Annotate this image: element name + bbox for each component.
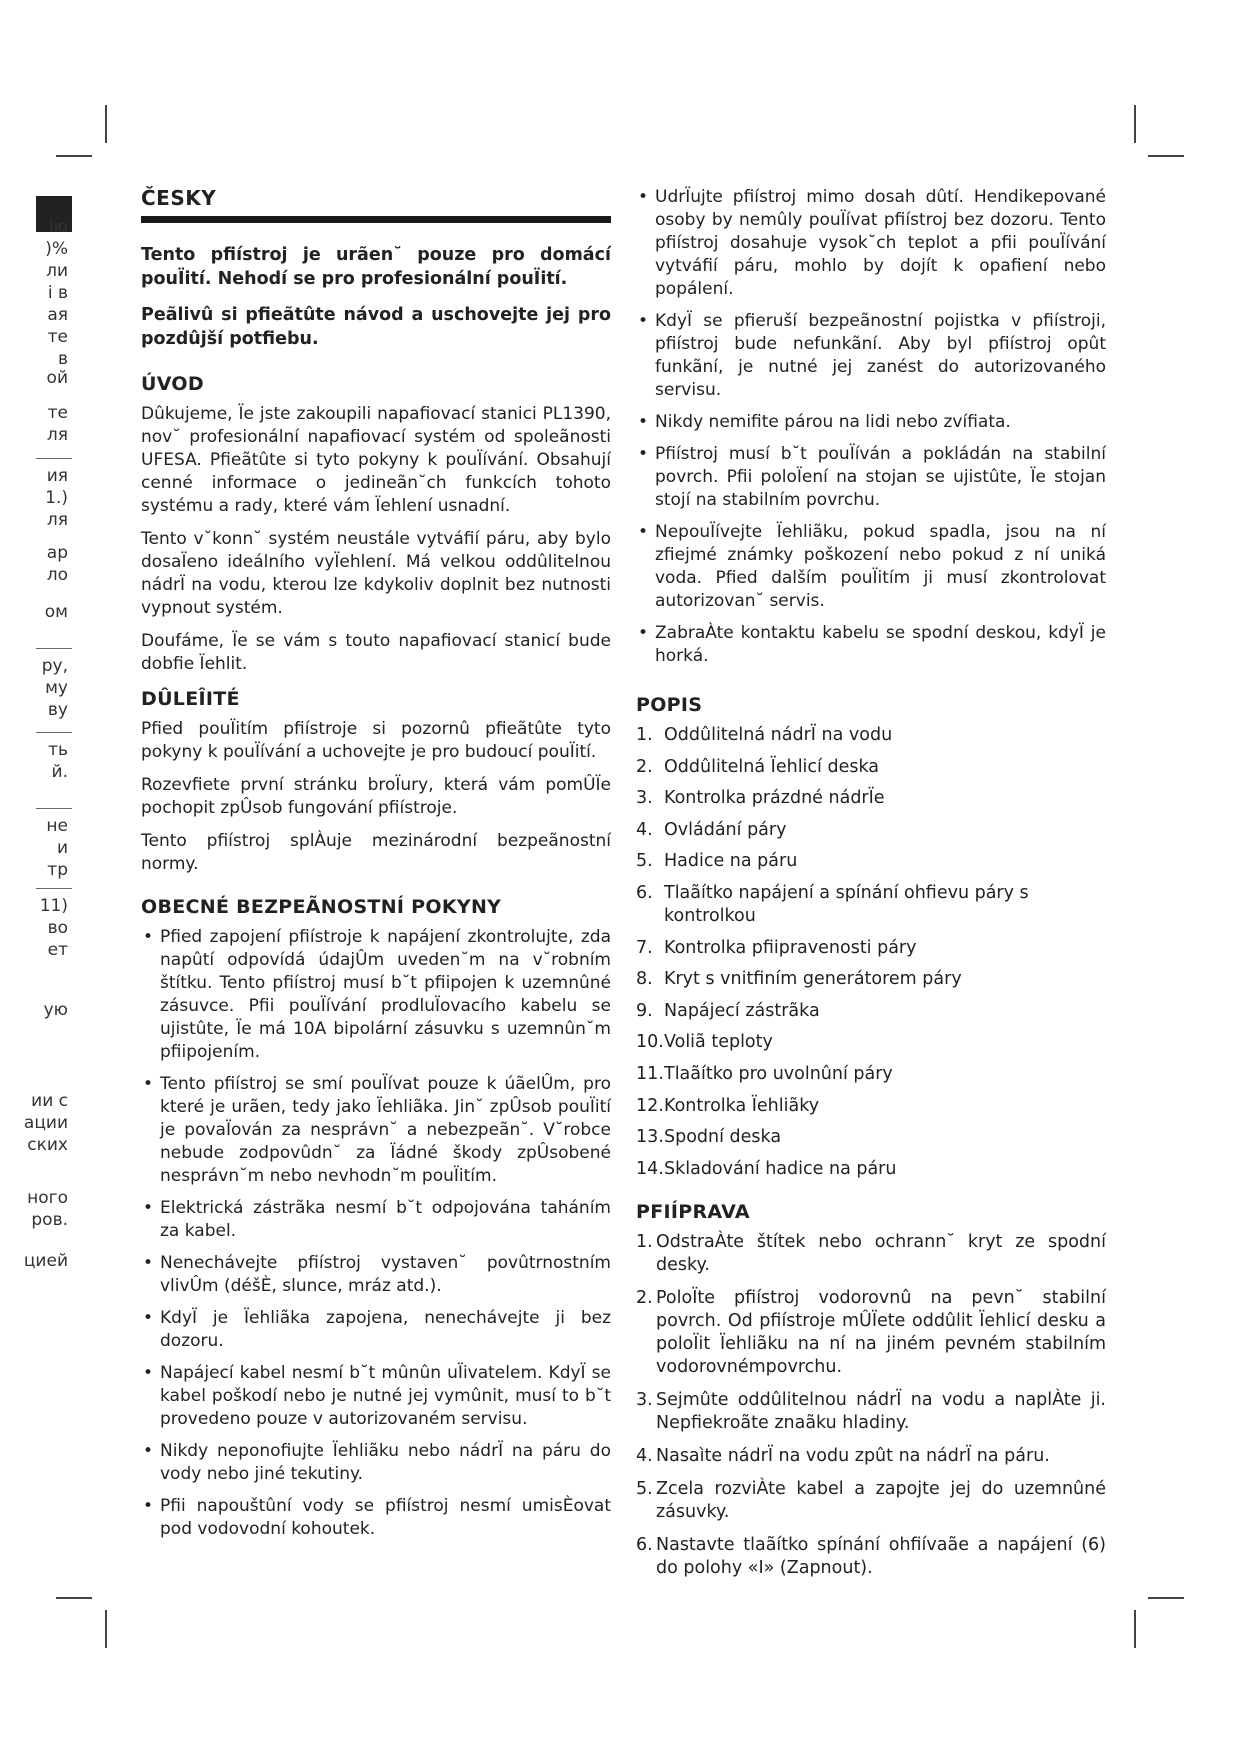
- bleed-text-line: ия: [46, 466, 68, 486]
- list-item: [636, 819, 1106, 842]
- list-item: • ZabraÀte kontaktu kabelu se spodní deskou, kdyÏ je horká.: [636, 622, 1106, 668]
- list-item: • KdyÏ je Ïehliãka zapojena, nenechávejte ji bez dozoru.: [141, 1307, 611, 1353]
- bleed-text-line: в: [57, 349, 68, 369]
- item-text: Nastavte tlaãítko spínání ohfiívaãe a napájení (6) do polohy «I» (Zapnout).: [656, 1534, 1106, 1578]
- bleed-text-line: ного: [27, 1188, 68, 1208]
- item-number: 1.: [636, 1231, 653, 1252]
- safety-list: [141, 926, 611, 1541]
- bleed-text-line: тр: [47, 860, 68, 880]
- bleed-text-group: [36, 888, 72, 960]
- list-item: [636, 1478, 1106, 1524]
- section-heading-priprava: PFIÍPRAVA: [636, 1200, 750, 1223]
- section-heading-popis: POPIS: [636, 694, 703, 716]
- list-item: [636, 724, 1106, 747]
- parts-list: [636, 724, 1106, 1181]
- intro-warning: Tento pfiístroj je urãen˘ pouze pro domácí pouÏití. Nehodí se pro profesionální pouÏití.: [141, 245, 611, 289]
- item-number: 7.: [636, 937, 653, 958]
- list-item: [636, 937, 1106, 960]
- item-text: Oddûlitelná nádrÏ na vodu: [664, 725, 893, 745]
- item-text: Tlaãítko pro uvolnûní páry: [664, 1063, 893, 1084]
- item-text: Kontrolka Ïehliãky: [664, 1095, 820, 1116]
- item-text: Kontrolka pfiipravenosti páry: [664, 937, 917, 958]
- bleed-text-group: [36, 808, 72, 880]
- list-item: [636, 1158, 1106, 1181]
- list-item: [636, 882, 1106, 928]
- list-item: • Tento pfiístroj se smí pouÏívat pouze k úãelÛm, pro které je urãen, tedy jako Ïehliãka. Jin˘ zpÛsob pouÏití je povaÏován za nesprávn˘ a nebezpeãn˘. V˘robce nebude zodpovûdn˘ za Ïádné škody zpÛsobené nesprávn˘m nebo nevhodn˘m pouÏitím.: [141, 1073, 611, 1188]
- bleed-text-line: ров.: [31, 1210, 68, 1230]
- bleed-text-line: ву: [47, 700, 68, 720]
- dulezite-paragraph: Rozevfiete první stránku broÏury, která vám pomÛÏe pochopit zpÛsob fungování pfiístroje.: [141, 775, 611, 818]
- bleed-text-line: не: [46, 816, 68, 836]
- section-heading-dulezite: DÛLEÎITÉ: [141, 688, 240, 710]
- crop-mark: [1134, 105, 1136, 143]
- list-item: [636, 1231, 1106, 1277]
- crop-mark: [1148, 155, 1184, 157]
- bleed-text-line: ію: [48, 217, 68, 237]
- item-text: OdstraÀte štítek nebo ochrann˘ kryt ze spodní desky.: [656, 1231, 1106, 1275]
- list-item: [636, 1063, 1106, 1086]
- bleed-text-line: ля: [46, 510, 68, 530]
- item-text: Voliã teploty: [664, 1032, 773, 1053]
- item-text: Nasaìte nádrÏ na vodu zpût na nádrÏ na páru.: [656, 1445, 1050, 1466]
- item-text: Kryt s vnitfiním generátorem páry: [664, 969, 962, 990]
- item-number: 3.: [636, 1389, 653, 1410]
- item-text: Spodní deska: [664, 1127, 782, 1148]
- previous-page-bleed: [23, 196, 72, 1606]
- item-text: Ovládání páry: [664, 819, 787, 840]
- bleed-text-line: ет: [47, 940, 68, 960]
- uvod-paragraph: Tento v˘konn˘ systém neustále vytváfií páru, aby bylo dosaÏeno ideálního vyÏehlení. Má velkou oddûlitelnou nádrÏ na vodu, kterou lze kdykoliv doplnit bez nutnosti vypnout systém.: [141, 529, 611, 618]
- item-number: 2.: [636, 1287, 653, 1308]
- list-item: • Nikdy nemifite párou na lidi nebo zvífiata.: [636, 411, 1106, 434]
- bleed-text-line: ом: [44, 602, 68, 622]
- bleed-text-line: му: [45, 678, 68, 698]
- bleed-text-line: й.: [51, 762, 68, 782]
- language-underline: [141, 216, 611, 223]
- bleed-text-line: ских: [27, 1135, 68, 1155]
- item-number: 11.: [636, 1063, 664, 1084]
- item-number: 1.: [636, 725, 653, 745]
- list-item: [636, 1031, 1106, 1054]
- item-number: 3.: [636, 788, 653, 809]
- list-item: [636, 850, 1106, 873]
- bleed-text-line: и: [56, 838, 68, 858]
- item-number: 5.: [636, 1478, 653, 1499]
- bleed-text-group: [36, 732, 72, 782]
- item-number: 8.: [636, 969, 653, 990]
- item-number: 12.: [636, 1095, 664, 1116]
- item-number: 6.: [636, 1534, 653, 1555]
- list-item: [636, 1095, 1106, 1118]
- bleed-text-group: [36, 648, 72, 720]
- item-text: PoloÏte pfiístroj vodorovnû na pevn˘ stabilní povrch. Od pfiístroje mÛÏete oddûlit Ïehlicí desku a poloÏit Ïehliãku na ní na jiném pevném stabilním vodorovnémpovrchu.: [656, 1287, 1106, 1377]
- intro-instruction: Peãlivû si pfieãtûte návod a uschovejte jej pro pozdûjší potfiebu.: [141, 305, 611, 349]
- bleed-text-line: цией: [23, 1251, 68, 1271]
- list-item: • KdyÏ se pfieruší bezpeãnostní pojistka v pfiístroji, pfiístroj bude nefunkãní. Aby byl pfiístroj opût funkãní, je nutné jej zanést do autorizovaného servisu.: [636, 310, 1106, 402]
- language-heading: ČESKY: [141, 186, 217, 210]
- list-item: • Napájecí kabel nesmí b˘t mûnûn uÏivatelem. KdyÏ se kabel poškodí nebo je nutné jej vymûnit, musí to b˘t provedeno pouze v autorizovaném servisu.: [141, 1362, 611, 1431]
- list-item: • Elektrická zástrãka nesmí b˘t odpojována taháním za kabel.: [141, 1197, 611, 1243]
- dulezite-paragraph: Pfied pouÏitím pfiístroje si pozornû pfieãtûte tyto pokyny k pouÏívání a uchovejte je pro budoucí pouÏití.: [141, 719, 611, 762]
- preparation-steps: [636, 1231, 1106, 1580]
- item-text: Tlaãítko napájení a spínání ohfievu páry s kontrolkou: [664, 882, 1029, 926]
- left-column: [141, 186, 611, 1550]
- bleed-text-line: ло: [46, 565, 68, 585]
- bleed-text-line: ую: [43, 1000, 68, 1020]
- bleed-text-line: 1.): [45, 488, 68, 508]
- item-number: 13.: [636, 1127, 664, 1148]
- bleed-text-line: ть: [48, 740, 68, 760]
- list-item: [636, 1445, 1106, 1468]
- list-item: • Pfiístroj musí b˘t pouÏíván a pokládán na stabilní povrch. Pfii poloÏení na stojan se ujistûte, Ïe stojan stojí na stabilním povrchu.: [636, 443, 1106, 512]
- bleed-text-line: ой: [46, 368, 68, 388]
- list-item: [636, 1000, 1106, 1023]
- bleed-text-line: во: [47, 918, 68, 938]
- list-item: • NepouÏívejte Ïehliãku, pokud spadla, jsou na ní zfiejmé známky poškození nebo pokud z ní uniká voda. Pfied dalším pouÏitím ji musí zkontrolovat autorizovan˘ servis.: [636, 521, 1106, 613]
- list-item: • Pfied zapojení pfiístroje k napájení zkontrolujte, zda napûtí odpovídá údajÛm uveden˘m na v˘robním štítku. Tento pfiístroj musí b˘t pfiipojen k uzemnûné zásuvce. Pfii pouÏívání prodluÏovacího kabelu se ujistûte, Ïe má 10A bipolární zásuvku s uzemnûn˘m pfiipojením.: [141, 926, 611, 1064]
- crop-mark: [56, 155, 92, 157]
- item-text: Oddûlitelná Ïehlicí deska: [664, 756, 880, 777]
- crop-mark: [105, 105, 107, 143]
- uvod-paragraph: Dûkujeme, Ïe jste zakoupili napafiovací stanici PL1390, nov˘ profesionální napafiovací systém od spoleãnosti UFESA. Pfieãtûte si tyto pokyny k pouÏívání. Obsahují cenné informace o jedineãn˘ch funkcích tohoto systému a rady, které vám Ïehlení usnadní.: [141, 404, 611, 516]
- item-text: Skladování hadice na páru: [664, 1158, 897, 1179]
- item-text: Hadice na páru: [664, 851, 798, 872]
- section-heading-uvod: ÚVOD: [141, 373, 204, 395]
- bleed-text-line: ии с: [31, 1091, 68, 1111]
- list-item: [636, 1534, 1106, 1580]
- item-number: 6.: [636, 882, 653, 903]
- bleed-text-group: [36, 458, 72, 530]
- bleed-text-line: ля: [46, 425, 68, 445]
- right-column: [636, 186, 1106, 1590]
- item-number: 4.: [636, 819, 653, 840]
- crop-mark: [1134, 1610, 1136, 1648]
- item-number: 9.: [636, 1000, 653, 1021]
- list-item: [636, 1126, 1106, 1149]
- dulezite-paragraph: Tento pfiístroj splÀuje mezinárodní bezpeãnostní normy.: [141, 831, 611, 874]
- bleed-text-line: ли: [46, 261, 68, 281]
- list-item: [636, 968, 1106, 991]
- item-text: Kontrolka prázdné nádrÏe: [664, 788, 885, 809]
- item-text: Zcela rozviÀte kabel a zapojte jej do uzemnûné zásuvky.: [656, 1478, 1106, 1522]
- list-item: [636, 787, 1106, 810]
- bleed-text-line: ру,: [41, 656, 68, 676]
- list-item: • Nenechávejte pfiístroj vystaven˘ povûtrnostním vlivÛm (déšÈ, slunce, mráz atd.).: [141, 1252, 611, 1298]
- bleed-text-line: ая: [47, 305, 68, 325]
- uvod-paragraph: Doufáme, Ïe se vám s touto napafiovací stanicí bude dobfie Ïehlit.: [141, 631, 611, 674]
- bleed-text-line: те: [47, 403, 68, 423]
- list-item: [636, 756, 1106, 779]
- list-item: • Pfii napouštûní vody se pfiístroj nesmí umisÈovat pod vodovodní kohoutek.: [141, 1495, 611, 1541]
- list-item: • Nikdy neponofiujte Ïehliãku nebo nádrÏ na páru do vody nebo jiné tekutiny.: [141, 1440, 611, 1486]
- crop-mark: [1148, 1597, 1184, 1599]
- list-item: [636, 1287, 1106, 1379]
- bleed-text-line: те: [47, 327, 68, 347]
- item-number: 10.: [636, 1032, 664, 1053]
- safety-list-continued: [636, 186, 1106, 668]
- crop-mark: [105, 1610, 107, 1648]
- list-item: [636, 1389, 1106, 1435]
- section-heading-safety: OBECNÉ BEZPEÃNOSTNÍ POKYNY: [141, 896, 502, 918]
- item-number: 4.: [636, 1445, 653, 1466]
- bleed-text-line: ар: [46, 543, 68, 563]
- item-text: Napájecí zástrãka: [664, 1000, 820, 1021]
- bleed-text-line: 11): [39, 896, 68, 916]
- item-number: 5.: [636, 851, 653, 872]
- item-number: 14.: [636, 1158, 664, 1179]
- list-item: • UdrÏujte pfiístroj mimo dosah dûtí. Hendikepované osoby by nemûly pouÏívat pfiístroj bez dozoru. Tento pfiístroj dosahuje vysok˘ch teplot a pfii pouÏívání vytváfií páru, mohlo by dojít k opafiení nebo popálení.: [636, 186, 1106, 301]
- bleed-text-line: і в: [47, 283, 68, 303]
- item-number: 2.: [636, 756, 653, 777]
- bleed-text-line: ации: [23, 1113, 68, 1133]
- item-text: Sejmûte oddûlitelnou nádrÏ na vodu a naplÀte ji. Nepfiekroãte znaãku hladiny.: [656, 1389, 1106, 1433]
- bleed-text-line: )%: [45, 239, 68, 259]
